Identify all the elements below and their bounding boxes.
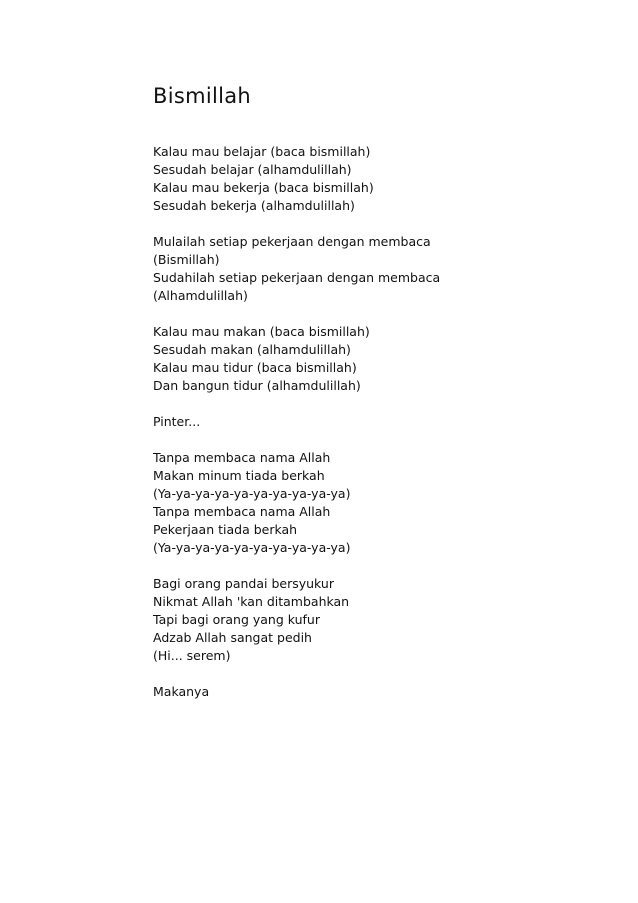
poem-line: Tapi bagi orang yang kufur: [153, 612, 320, 627]
poem-line: Adzab Allah sangat pedih: [153, 630, 312, 645]
stanza-1: [153, 143, 593, 215]
stanza-4: [153, 413, 593, 431]
stanza-7: [153, 683, 593, 701]
poem-line: Sesudah belajar (alhamdulillah): [153, 162, 352, 177]
document-title: Bismillah: [153, 84, 252, 108]
poem-line: Sesudah bekerja (alhamdulillah): [153, 198, 355, 213]
poem-line: (Ya-ya-ya-ya-ya-ya-ya-ya-ya-ya): [153, 486, 351, 501]
poem-line: Makanya: [153, 684, 210, 699]
poem-line: (Alhamdulillah): [153, 288, 248, 303]
poem-line: Nikmat Allah 'kan ditambahkan: [153, 594, 350, 609]
poem-line: Kalau mau bekerja (baca bismillah): [153, 180, 374, 195]
poem-line: Sudahilah setiap pekerjaan dengan membaca: [153, 270, 441, 285]
stanza-5: [153, 449, 593, 557]
poem-line: Kalau mau makan (baca bismillah): [153, 324, 370, 339]
stanza-6: [153, 575, 593, 665]
poem-line: Tanpa membaca nama Allah: [153, 450, 331, 465]
poem-line: Tanpa membaca nama Allah: [153, 504, 331, 519]
poem-line: Dan bangun tidur (alhamdulillah): [153, 378, 361, 393]
poem-line: Bagi orang pandai bersyukur: [153, 576, 334, 591]
poem-line: Pinter...: [153, 414, 201, 429]
stanza-2: [153, 233, 593, 305]
poem-line: Kalau mau tidur (baca bismillah): [153, 360, 357, 375]
poem-line: Kalau mau belajar (baca bismillah): [153, 144, 371, 159]
poem-body: [153, 143, 593, 719]
poem-line: (Ya-ya-ya-ya-ya-ya-ya-ya-ya-ya): [153, 540, 351, 555]
poem-line: Mulailah setiap pekerjaan dengan membaca: [153, 234, 431, 249]
poem-line: Makan minum tiada berkah: [153, 468, 325, 483]
poem-line: Sesudah makan (alhamdulillah): [153, 342, 351, 357]
stanza-3: [153, 323, 593, 395]
poem-line: (Hi... serem): [153, 648, 231, 663]
poem-line: Pekerjaan tiada berkah: [153, 522, 298, 537]
poem-line: (Bismillah): [153, 252, 220, 267]
